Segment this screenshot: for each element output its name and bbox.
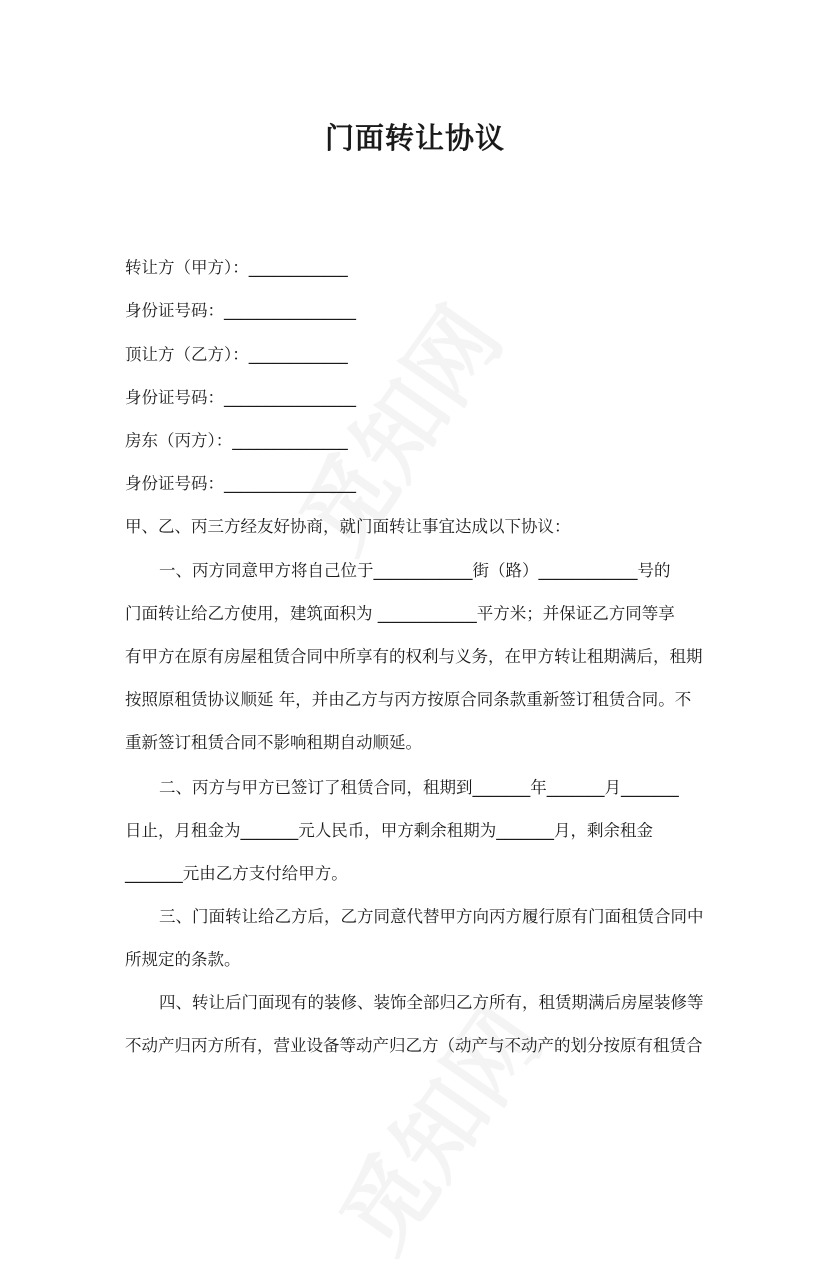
landlord-field: 房东（丙方）：______________	[125, 431, 348, 450]
transferor-field: 转让方（甲方）：____________	[125, 258, 348, 277]
clause-2-line: _______元由乙方支付给甲方。	[125, 864, 348, 883]
clause-3-line: 所规定的条款。	[125, 950, 241, 969]
clause-1-line: 门面转让给乙方使用，建筑面积为 ____________平方米；并保证乙方同等享	[125, 604, 675, 623]
watermark	[304, 977, 565, 1273]
transferee-field: 顶让方（乙方）：____________	[125, 345, 348, 364]
clause-1-line: 有甲方在原有房屋租赁合同中所享有的权利与义务，在甲方转让租期满后，租期	[125, 647, 703, 666]
clause-2-line: 日止，月租金为_______元人民币，甲方剩余租期为_______月，剩余租金	[125, 821, 653, 840]
clause-4-line: 四、转让后门面现有的装修、装饰全部归乙方所有，租赁期满后房屋装修等	[159, 993, 704, 1012]
clause-4-line: 不动产归丙方所有，营业设备等动产归乙方（动产与不动产的划分按原有租赁合	[125, 1036, 703, 1055]
clause-3-line: 三、门面转让给乙方后，乙方同意代替甲方向丙方履行原有门面租赁合同中	[159, 907, 704, 926]
clause-2-line: 二、丙方与甲方已签订了租赁合同，租期到_______年_______月_______	[159, 778, 679, 797]
transferor-id-field: 身份证号码：________________	[125, 301, 356, 320]
clause-1-line: 重新签订租赁合同不影响租期自动顺延。	[125, 733, 422, 752]
preamble: 甲、乙、丙三方经友好协商，就门面转让事宜达成以下协议：	[125, 517, 571, 536]
clause-1-line: 一、丙方同意甲方将自己位于____________街（路）____________号的	[159, 561, 671, 580]
landlord-id-field: 身份证号码：________________	[125, 474, 356, 493]
document-title: 门面转让协议	[324, 121, 505, 155]
transferee-id-field: 身份证号码：________________	[125, 388, 356, 407]
clause-1-line: 按照原租赁协议顺延 年，并由乙方与丙方按原合同条款重新签订租赁合同。不	[125, 690, 692, 709]
